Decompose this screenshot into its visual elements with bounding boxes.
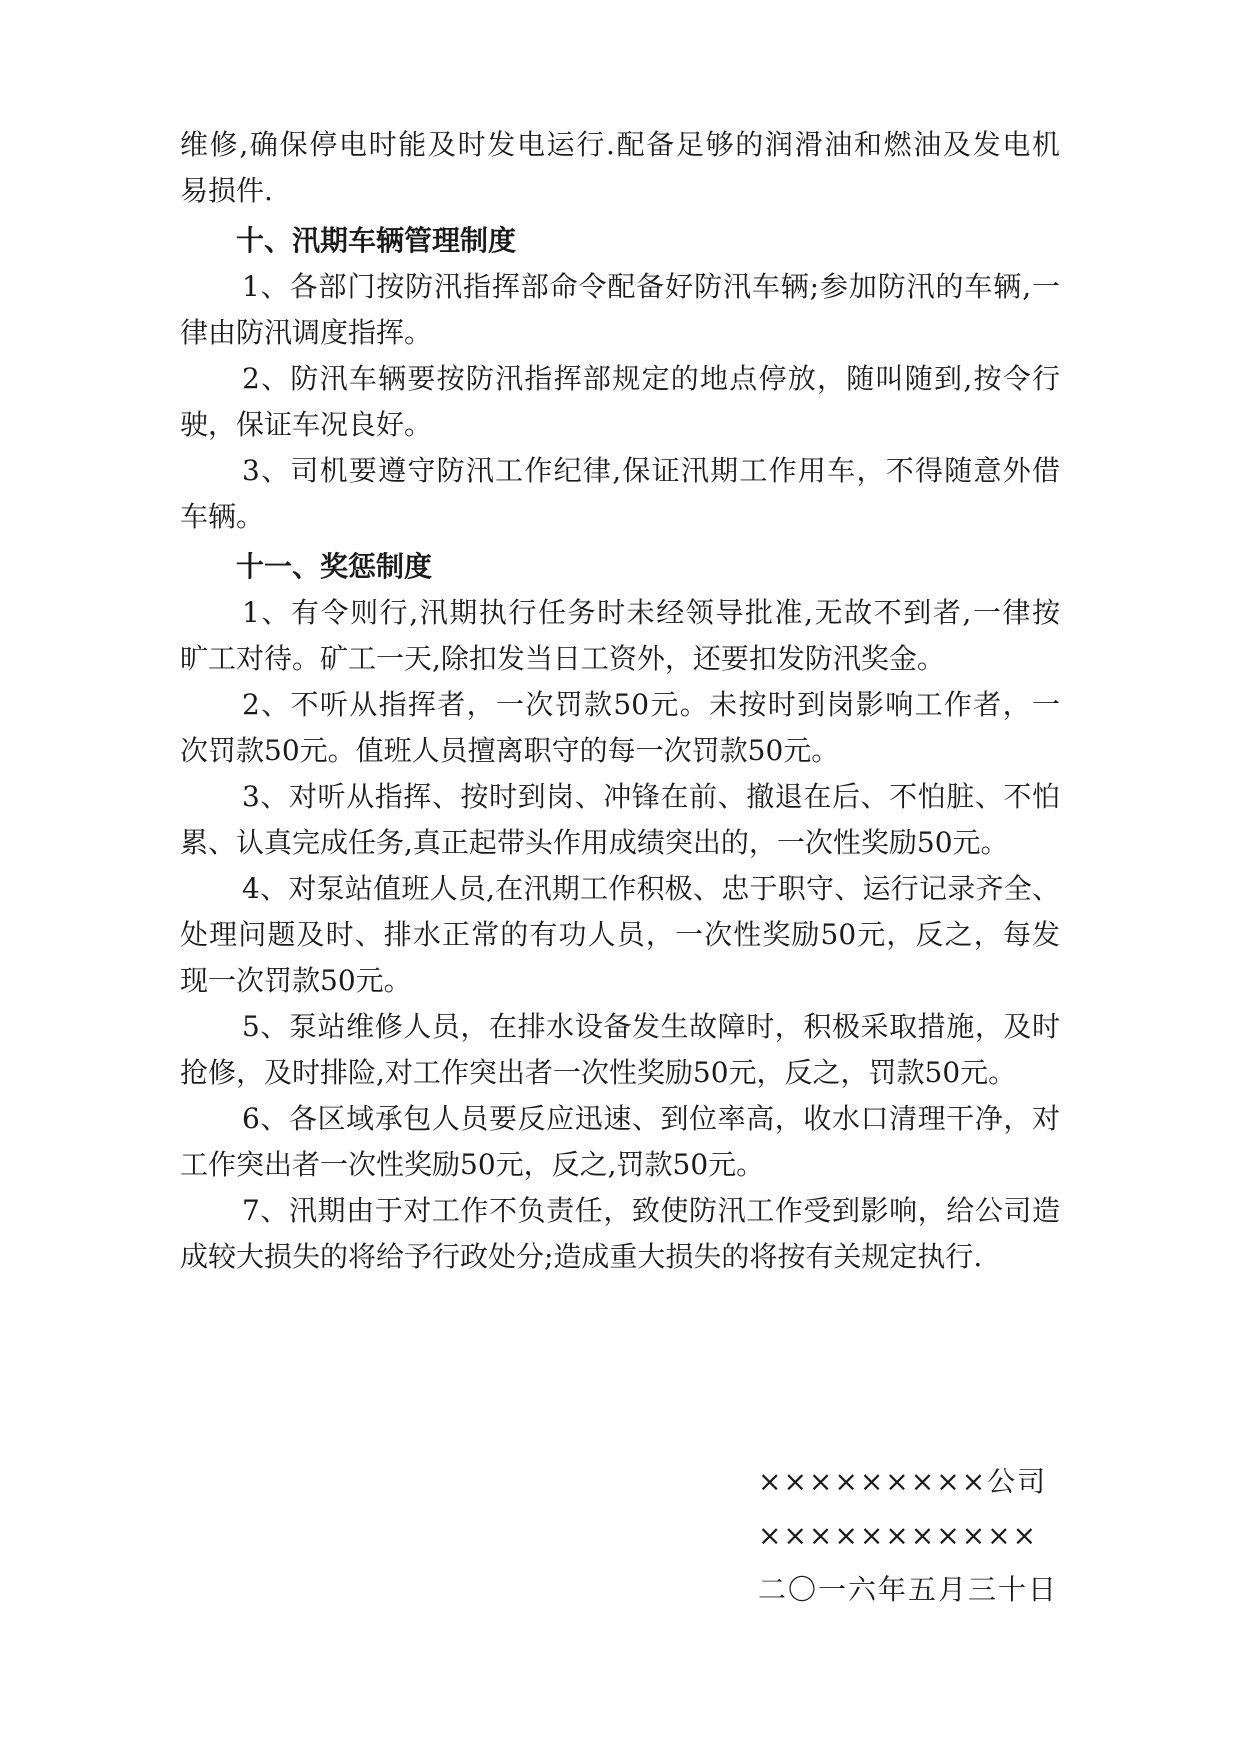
intro-line: 易损件. bbox=[180, 174, 273, 207]
paragraph bbox=[180, 448, 1060, 540]
paragraph-line: 1、各部门按防汛指挥部命令配备好防汛车辆;参加防汛的车辆,一 bbox=[242, 270, 1060, 303]
paragraph-line: 工作突出者一次性奖励50元，反之,罚款50元。 bbox=[180, 1148, 765, 1181]
paragraph-line: 累、认真完成任务,真正起带头作用成绩突出的，一次性奖励50元。 bbox=[180, 826, 1009, 859]
paragraph-line: 4、对泵站值班人员,在汛期工作积极、忠于职守、运行记录齐全、 bbox=[242, 872, 1060, 905]
paragraph bbox=[180, 1004, 1060, 1096]
paragraph bbox=[180, 682, 1060, 774]
paragraph bbox=[180, 264, 1060, 356]
paragraph-line: 现一次罚款50元。 bbox=[180, 964, 412, 997]
paragraph-line: 3、对听从指挥、按时到岗、冲锋在前、撤退在后、不怕脏、不怕 bbox=[242, 780, 1060, 813]
paragraph-line: 驶，保证车况良好。 bbox=[180, 408, 433, 441]
paragraph-line: 5、泵站维修人员，在排水设备发生故障时，积极采取措施，及时 bbox=[242, 1010, 1060, 1043]
paragraph-line: 处理问题及时、排水正常的有功人员，一次性奖励50元，反之，每发 bbox=[180, 918, 1060, 951]
paragraph-line: 1、有令则行,汛期执行任务时未经领导批准,无故不到者,一律按 bbox=[242, 596, 1060, 629]
paragraph bbox=[180, 1188, 1060, 1280]
paragraph bbox=[180, 356, 1060, 448]
paragraph-line: 旷工对待。矿工一天,除扣发当日工资外，还要扣发防汛奖金。 bbox=[180, 642, 945, 675]
paragraph bbox=[180, 1096, 1060, 1188]
paragraph bbox=[180, 774, 1060, 866]
paragraph bbox=[180, 590, 1060, 682]
paragraph-line: 2、不听从指挥者，一次罚款50元。未按时到岗影响工作者，一 bbox=[242, 688, 1060, 721]
signature-company: ×××××××××公司 bbox=[758, 1465, 1048, 1498]
paragraph-line: 抢修，及时排险,对工作突出者一次性奖励50元，反之，罚款50元。 bbox=[180, 1056, 1017, 1089]
paragraph-line: 车辆。 bbox=[180, 500, 265, 533]
paragraph-line: 7、汛期由于对工作不负责任，致使防汛工作受到影响，给公司造 bbox=[242, 1194, 1060, 1227]
paragraph-line: 6、各区域承包人员要反应迅速、到位率高，收水口清理干净，对 bbox=[242, 1102, 1060, 1135]
paragraph-line: 律由防汛调度指挥。 bbox=[180, 316, 433, 349]
document-body bbox=[180, 122, 1060, 1280]
paragraph-line: 成较大损失的将给予行政处分;造成重大损失的将按有关规定执行. bbox=[180, 1240, 983, 1273]
signature-block bbox=[758, 1455, 1059, 1617]
section-heading: 十、汛期车辆管理制度 bbox=[236, 224, 517, 257]
intro-line: 维修,确保停电时能及时发电运行.配备足够的润滑油和燃油及发电机 bbox=[180, 128, 1060, 161]
paragraph-line: 2、防汛车辆要按防汛指挥部规定的地点停放，随叫随到,按令行 bbox=[242, 362, 1060, 395]
paragraph-line: 3、司机要遵守防汛工作纪律,保证汛期工作用车，不得随意外借 bbox=[242, 454, 1060, 487]
paragraph bbox=[180, 866, 1060, 1004]
section-heading: 十一、奖惩制度 bbox=[236, 550, 433, 583]
signature-date: 二〇一六年五月三十日 bbox=[758, 1573, 1059, 1606]
signature-department: ××××××××××× bbox=[758, 1519, 1039, 1552]
paragraph-line: 次罚款50元。值班人员擅离职守的每一次罚款50元。 bbox=[180, 734, 840, 767]
